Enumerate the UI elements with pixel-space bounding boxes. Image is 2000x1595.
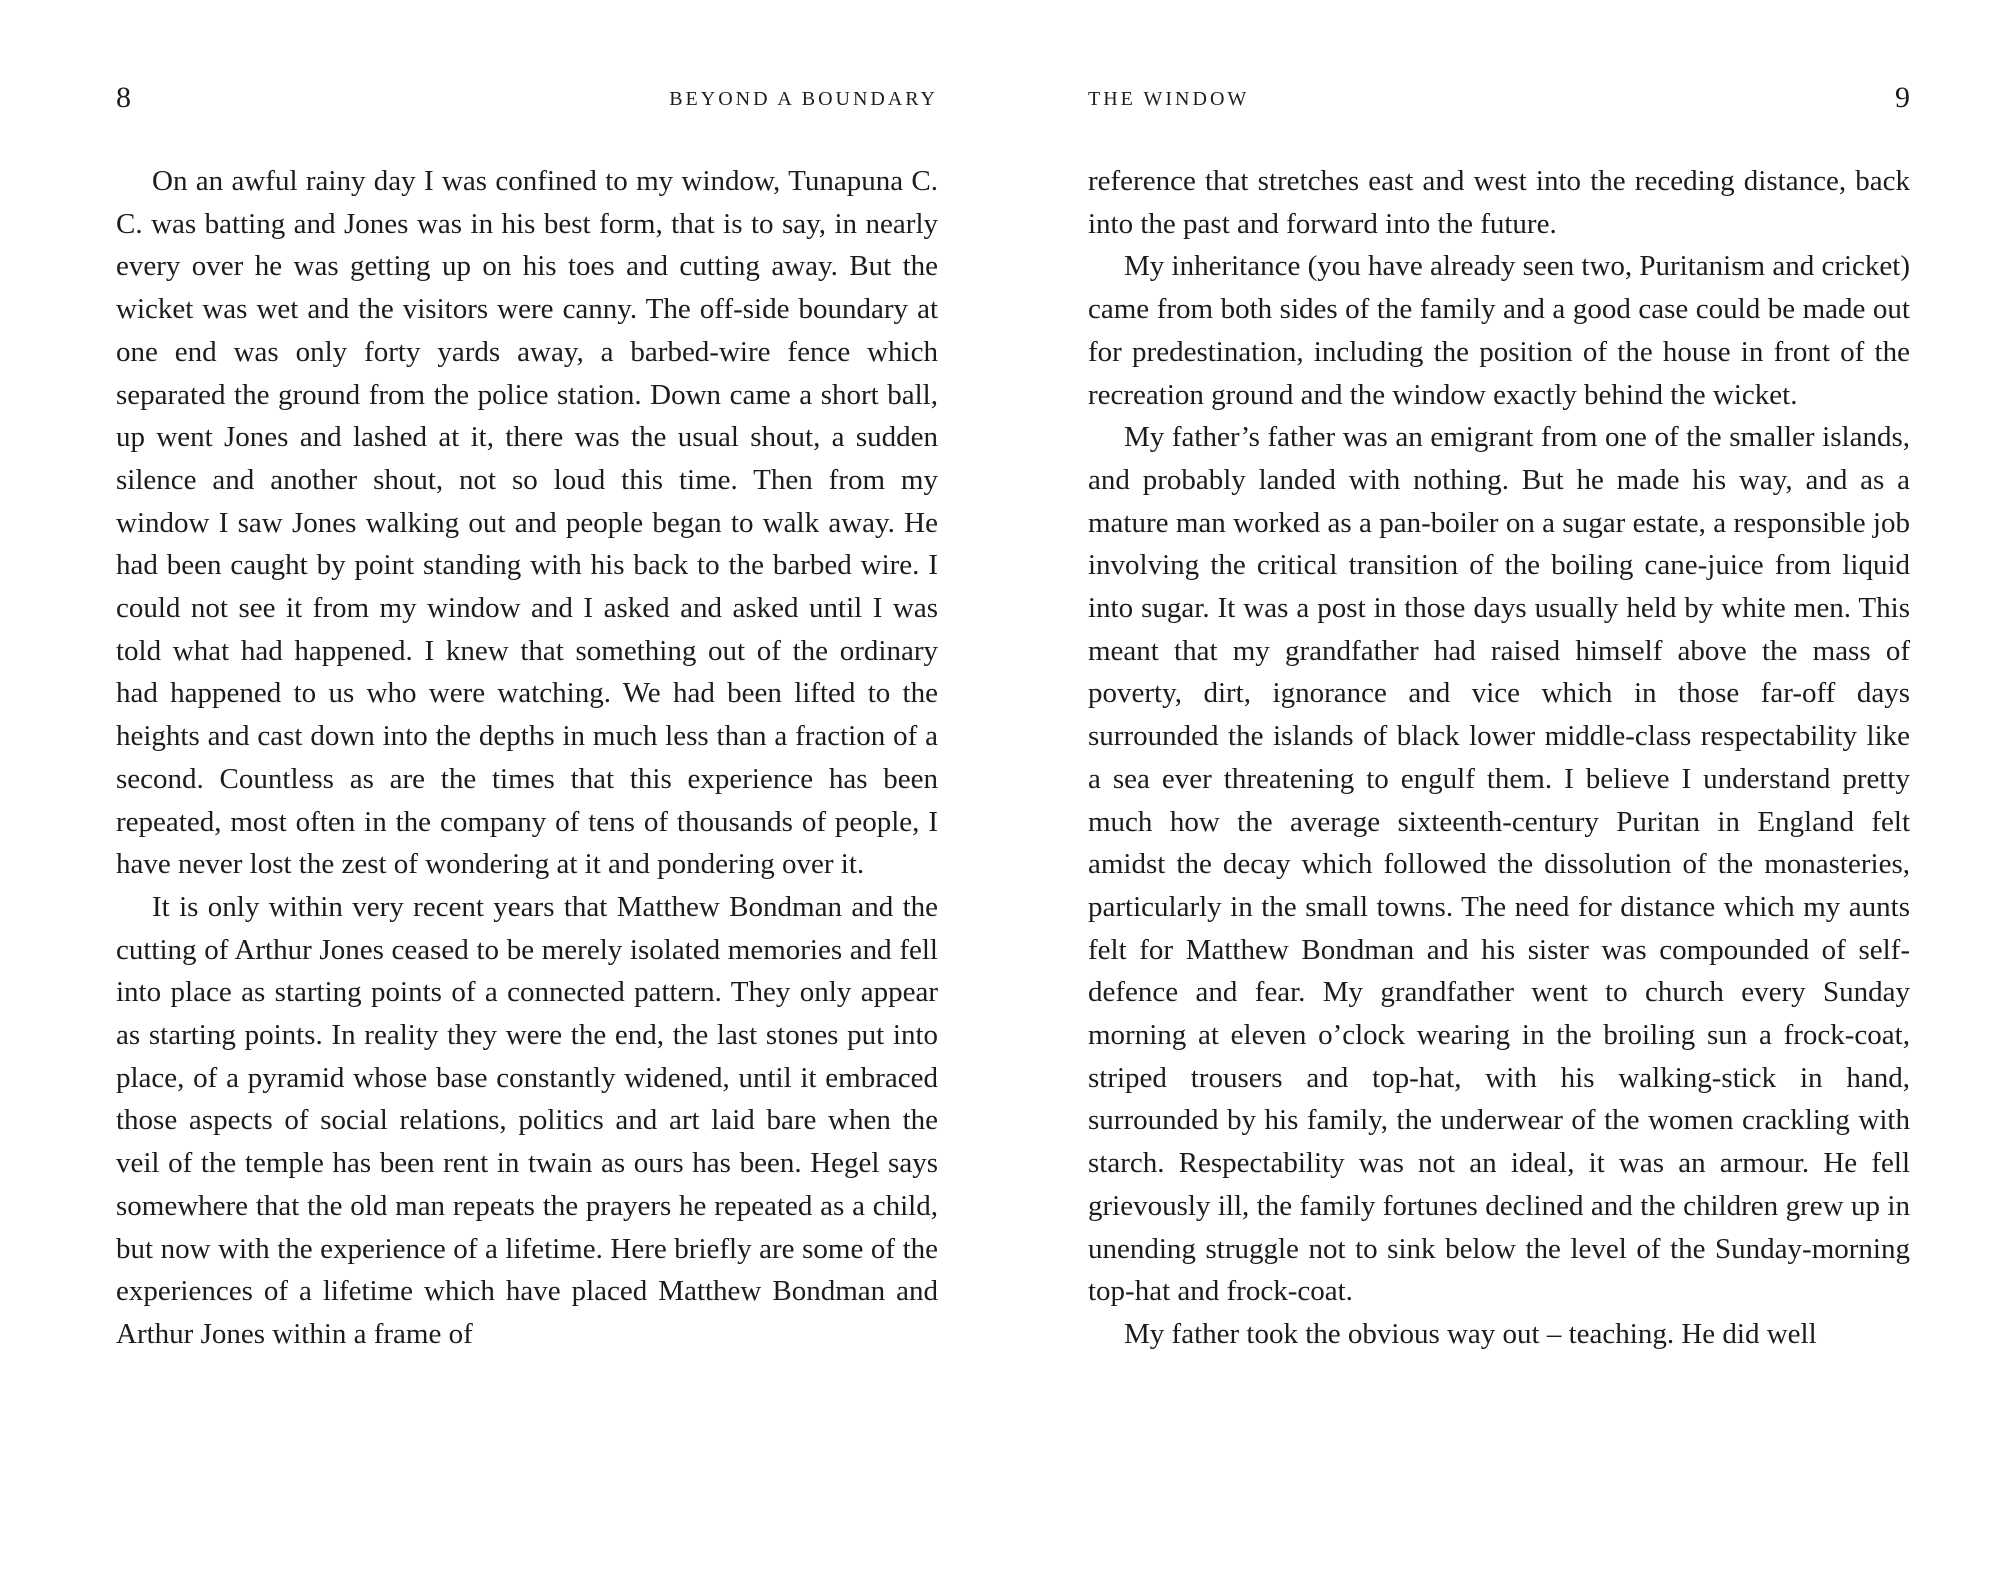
paragraph: It is only within very recent years that Matthew Bondman and the cutting of Arthur Jones ceased to be merely isolated memories and fell into place as starting points of a connected pattern. They only appear as starting points. In reality they were the end, the last stones put into place, of a pyramid whose base constantly widened, until it embraced those aspects of social relations, politics and art laid bare when the veil of the temple has been rent in twain as ours has been. Hegel says somewhere that the old man repeats the prayers he repeated as a child, but now with the experience of a lifetime. Here briefly are some of the experiences of a lifetime which have placed Matthew Bondman and Arthur Jones within a frame of <box>116 890 938 1350</box>
page-number: 8 <box>116 81 131 114</box>
page-number: 9 <box>1895 81 1910 114</box>
right-page-body <box>1088 160 1910 1356</box>
running-head: THE WINDOW <box>1088 88 1250 110</box>
paragraph: My inheritance (you have already seen two, Puritanism and cricket) came from both sides of the family and a good case could be made out for predestination, including the position of the house in front of the recreation ground and the window exactly behind the wicket. <box>1088 250 1910 411</box>
right-page-header <box>1088 78 1910 118</box>
paragraph: My father took the obvious way out – teaching. He did well <box>1124 1317 1817 1350</box>
left-page-body <box>116 160 938 1356</box>
paragraph: On an awful rainy day I was confined to my window, Tunapuna C. C. was batting and Jones was in his best form, that is to say, in nearly every over he was getting up on his toes and cutting away. But the wicket was wet and the visitors were canny. The off-side boundary at one end was only forty yards away, a barbed-wire fence which separated the ground from the police station. Down came a short ball, up went Jones and lashed at it, there was the usual shout, a sudden silence and another shout, not so loud this time. Then from my window I saw Jones walking out and people began to walk away. He had been caught by point standing with his back to the barbed wire. I could not see it from my window and I asked and asked until I was told what had happened. I knew that something out of the ordinary had happened to us who were watching. We had been lifted to the heights and cast down into the depths in much less than a fraction of a second. Countless as are the times that this experience has been repeated, most often in the company of tens of thousands of people, I have never lost the zest of wondering at it and pondering over it. <box>116 165 938 881</box>
running-head: BEYOND A BOUNDARY <box>669 88 938 110</box>
right-page <box>1088 0 1910 1595</box>
paragraph: My father’s father was an emigrant from one of the smaller islands, and probably landed with nothing. But he made his way, and as a mature man worked as a pan-boiler on a sugar estate, a responsible job involving the critical transition of the boiling cane-juice from liquid into sugar. It was a post in those days usually held by white men. This meant that my grandfather had raised himself above the mass of poverty, dirt, ignorance and vice which in those far-off days surrounded the islands of black lower middle-class respectability like a sea ever threatening to engulf them. I believe I understand pretty much how the average sixteenth-century Puritan in England felt amidst the decay which followed the dissolution of the monasteries, particularly in the small towns. The need for distance which my aunts felt for Matthew Bondman and his sister was compounded of self-defence and fear. My grandfather went to church every Sunday morning at eleven o’clock wearing in the broiling sun a frock-coat, striped trousers and top-hat, with his walking-stick in hand, surrounded by his family, the underwear of the women crackling with starch. Respectability was not an ideal, it was an armour. He fell grievously ill, the family fortunes declined and the children grew up in unending struggle not to sink below the level of the Sunday-morning top-hat and frock-coat. <box>1088 421 1910 1308</box>
left-page-header <box>116 78 938 118</box>
continued-paragraph: reference that stretches east and west into the receding distance, back into the past and forward into the future. <box>1088 165 1910 240</box>
left-page <box>116 0 938 1595</box>
